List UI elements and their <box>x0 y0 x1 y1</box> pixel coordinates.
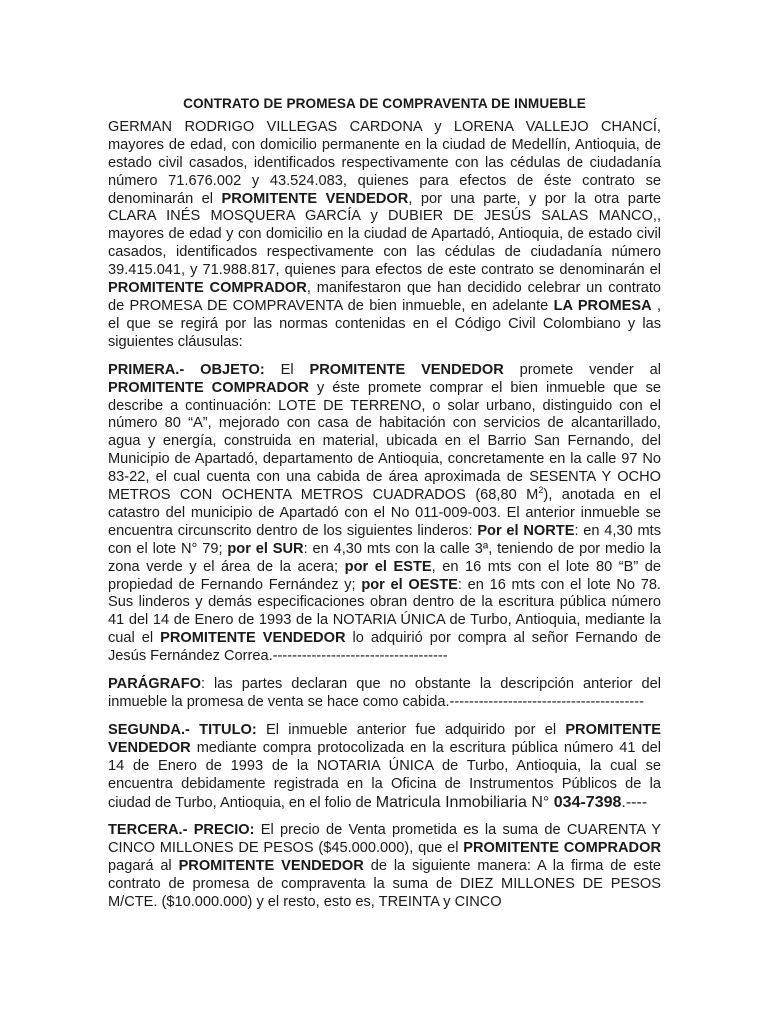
matricula-number: 034-7398 <box>553 793 622 811</box>
party-buyer: PROMITENTE COMPRADOR <box>108 379 309 396</box>
text: GERMAN RODRIGO VILLEGAS CARDONA y LORENA VALLEJO CHANCÍ, mayores de edad, con domicilio permanente en la ciudad de Medellín, Antioquia, de estado civil casados, identificados respectivamente con las cédulas de ciudadanía número 71.676.002 y 43.524.083, quienes para efectos de éste contrato se denominarán el <box>108 118 661 207</box>
text: y éste promete comprar el bien inmueble que se describe a continuación: LOTE DE TERRENO, o solar urbano, distinguido con el número 80 “A”, mejorado con casa de habitación con servicios de alcantarillado, agua y energía, construida en material, ubicada en el Barrio San Fernando, del Municipio de Apartadó, departamento de Antioquia, concretamente en la calle 97 No 83-22, el cual cuenta con una cabida de área aproximada de SESENTA Y OCHO METROS CON OCHENTA METROS CUADRADOS (68,80 M <box>108 379 661 504</box>
text: promete vender al <box>503 361 661 378</box>
superscript: 2 <box>538 485 544 496</box>
text: lo adquirió por compra al señor Fernando de Jesús Fernández Correa.------------------------------------ <box>108 630 661 665</box>
text: : en 4,30 mts con la calle 3ª, teniendo de por medio la zona verde y el área de la acera; <box>108 540 661 575</box>
clause-heading: TERCERA.- PRECIO: <box>108 822 255 839</box>
clause-heading: PARÁGRAFO <box>108 676 201 693</box>
party-seller: PROMITENTE VENDEDOR <box>309 361 504 378</box>
boundary-west: por el OESTE <box>361 576 458 593</box>
party-seller: PROMITENTE VENDEDOR <box>160 630 346 647</box>
clause-heading: PRIMERA.- OBJETO: <box>108 361 265 378</box>
text: de la siguiente manera: A la firma de este contrato de promesa de compraventa la suma de DIEZ MILLONES DE PESOS M/CTE. ($10.000.000) y el resto, esto es, TREINTA y CINCO <box>108 858 661 911</box>
text: : en 16 mts con el lote No 78. Sus linderos y demás especificaciones obran dentro de la escritura pública número 41 del 14 de Enero de 1993 de la NOTARIA ÚNICA de Turbo, Antioquia, mediante la cual el <box>108 576 661 647</box>
party-buyer: PROMITENTE COMPRADOR <box>463 840 661 857</box>
clause-heading: SEGUNDA.- TITULO: <box>108 721 257 738</box>
text: pagará al <box>108 858 179 875</box>
text: .---- <box>621 793 648 811</box>
clause-primera <box>108 362 661 666</box>
party-seller: PROMITENTE VENDEDOR <box>221 190 409 207</box>
boundary-south: por el SUR <box>227 540 304 557</box>
party-seller: PROMITENTE VENDEDOR <box>108 721 661 756</box>
text: El inmueble anterior fue adquirido por el <box>256 721 566 738</box>
text: : las partes declaran que no obstante la descripción anterior del inmueble la promesa de venta se hace como cabida.---------------------------------------- <box>108 676 661 710</box>
text: , manifestaron que han decidido celebrar un contrato de PROMESA DE COMPRAVENTA de bien inmueble, en adelante <box>108 280 661 314</box>
matricula-label: Matricula Inmobiliaria N° <box>375 793 554 811</box>
text: mediante compra protocolizada en la escritura pública número 41 del 14 de Enero de 1993 de la NOTARIA ÚNICA de Turbo, Antioquia, la cual se encuentra debidamente registrada en la Oficina de Instrumentos Públicos de la ciudad de Turbo, Antioquia, en el folio de <box>108 739 661 811</box>
clause-segunda <box>108 722 661 813</box>
party-buyer: PROMITENTE COMPRADOR <box>108 280 307 297</box>
clause-paragrafo <box>108 676 661 712</box>
boundary-east: por el ESTE <box>344 558 432 575</box>
intro-paragraph <box>108 119 661 352</box>
text: , por una parte, y por la otra parte CLARA INÉS MOSQUERA GARCÍA y DUBIER DE JESÚS SALAS MANCO,, mayores de edad y con domicilio en la ciudad de Apartadó, Antioquia, de estado civil casados, identificados respectivamente con las cédulas de ciudadanía número 39.415.041, y 71.988.817, quienes para efectos de este contrato se denominarán el <box>108 190 661 279</box>
text: , el que se regirá por las normas contenidas en el Código Civil Colombiano y las siguientes cláusulas: <box>108 297 661 350</box>
text: , en 16 mts con el lote 80 “B” de propiedad de Fernando Fernández y; <box>108 558 662 593</box>
text: : en 4,30 mts con el lote N° 79; <box>108 522 661 557</box>
clause-tercera <box>108 822 661 912</box>
la-promesa: LA PROMESA <box>553 297 652 314</box>
text: El precio de Venta prometida es la suma de CUARENTA Y CINCO MILLONES DE PESOS ($45.000.000), que el <box>108 822 661 857</box>
text: El <box>264 361 310 378</box>
text: ), anotada en el catastro del municipio de Apartadó con el No 011-009-003. El anterior inmueble se encuentra circunscrito dentro de los siguientes linderos: <box>108 487 661 539</box>
document-page <box>108 95 661 922</box>
document-title: CONTRATO DE PROMESA DE COMPRAVENTA DE INMUEBLE <box>183 96 586 111</box>
party-seller: PROMITENTE VENDEDOR <box>178 858 364 875</box>
boundary-north: Por el NORTE <box>477 522 575 539</box>
